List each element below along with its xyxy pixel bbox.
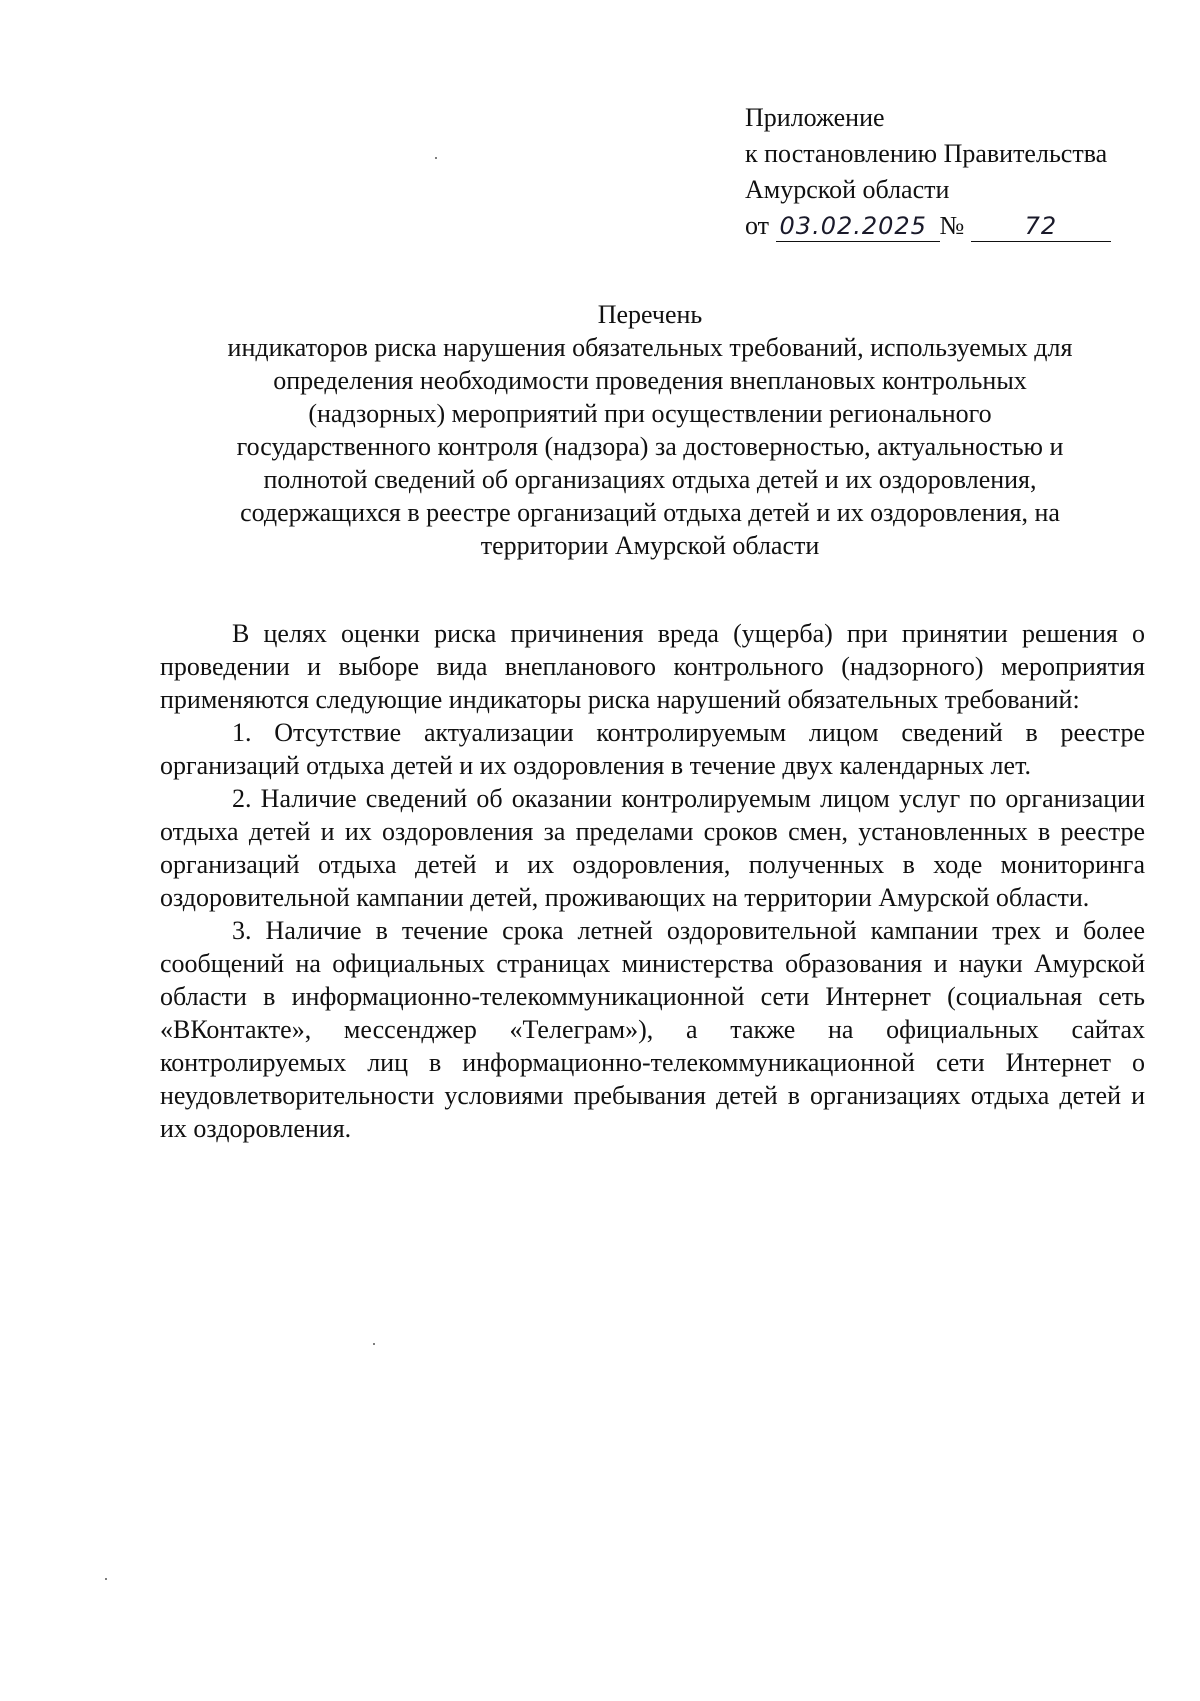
scan-speck <box>105 1578 107 1580</box>
intro-paragraph: В целях оценки риска причинения вреда (ущерба) при принятии решения о проведении и выборе вида внепланового контрольного (надзорного) мероприятия применяются следующие индикаторы риска нарушений обязательных требований: <box>160 619 1145 714</box>
document-body <box>160 617 1145 1145</box>
title-line: содержащихся в реестре организаций отдыха детей и их оздоровления, на <box>240 498 1060 527</box>
title-line: определения необходимости проведения внеплановых контрольных <box>273 366 1027 395</box>
title-line: территории Амурской области <box>480 531 820 560</box>
indicator-item-2: 2. Наличие сведений об оказании контролируемым лицом услуг по организации отдыха детей и их оздоровления за пределами сроков смен, установленных в реестре организаций отдыха детей и их оздоровления, полученных в ходе мониторинга оздоровительной кампании детей, проживающих на территории Амурской области. <box>160 784 1145 912</box>
number-sign: № <box>939 211 965 240</box>
indicator-item-1: 1. Отсутствие актуализации контролируемым лицом сведений в реестре организаций отдыха детей и их оздоровления в течение двух календарных лет. <box>160 718 1145 780</box>
handwritten-number: 72 <box>971 211 1111 242</box>
appendix-date-number-line <box>745 208 1165 244</box>
indicator-item-3: 3. Наличие в течение срока летней оздоровительной кампании трех и более сообщений на официальных страницах министерства образования и науки Амурской области в информационно-телекоммуникационной сети Интернет (социальная сеть «ВКонтакте», мессенджер «Телеграм»), а также на официальных сайтах контролируемых лиц в информационно-телекоммуникационной сети Интернет о неудовлетворительности условиями пребывания детей в организациях отдыха детей и их оздоровления. <box>160 916 1145 1143</box>
title-line: индикаторов риска нарушения обязательных требований, используемых для <box>227 333 1073 362</box>
title-line: полнотой сведений об организациях отдыха детей и их оздоровления, <box>263 465 1037 494</box>
appendix-header <box>745 100 1165 244</box>
date-prefix: от <box>745 211 770 240</box>
title-line: государственного контроля (надзора) за достоверностью, актуальностью и <box>236 432 1064 461</box>
document-title <box>160 298 1140 562</box>
title-heading: Перечень <box>597 300 703 329</box>
appendix-resolution-ref: к постановлению Правительства <box>745 139 1108 168</box>
title-line: (надзорных) мероприятий при осуществлении регионального <box>308 399 992 428</box>
handwritten-date: 03.02.2025 <box>776 211 940 242</box>
appendix-label: Приложение <box>745 103 885 132</box>
appendix-region: Амурской области <box>745 175 950 204</box>
scan-speck <box>435 157 437 159</box>
scan-speck <box>373 1343 375 1345</box>
